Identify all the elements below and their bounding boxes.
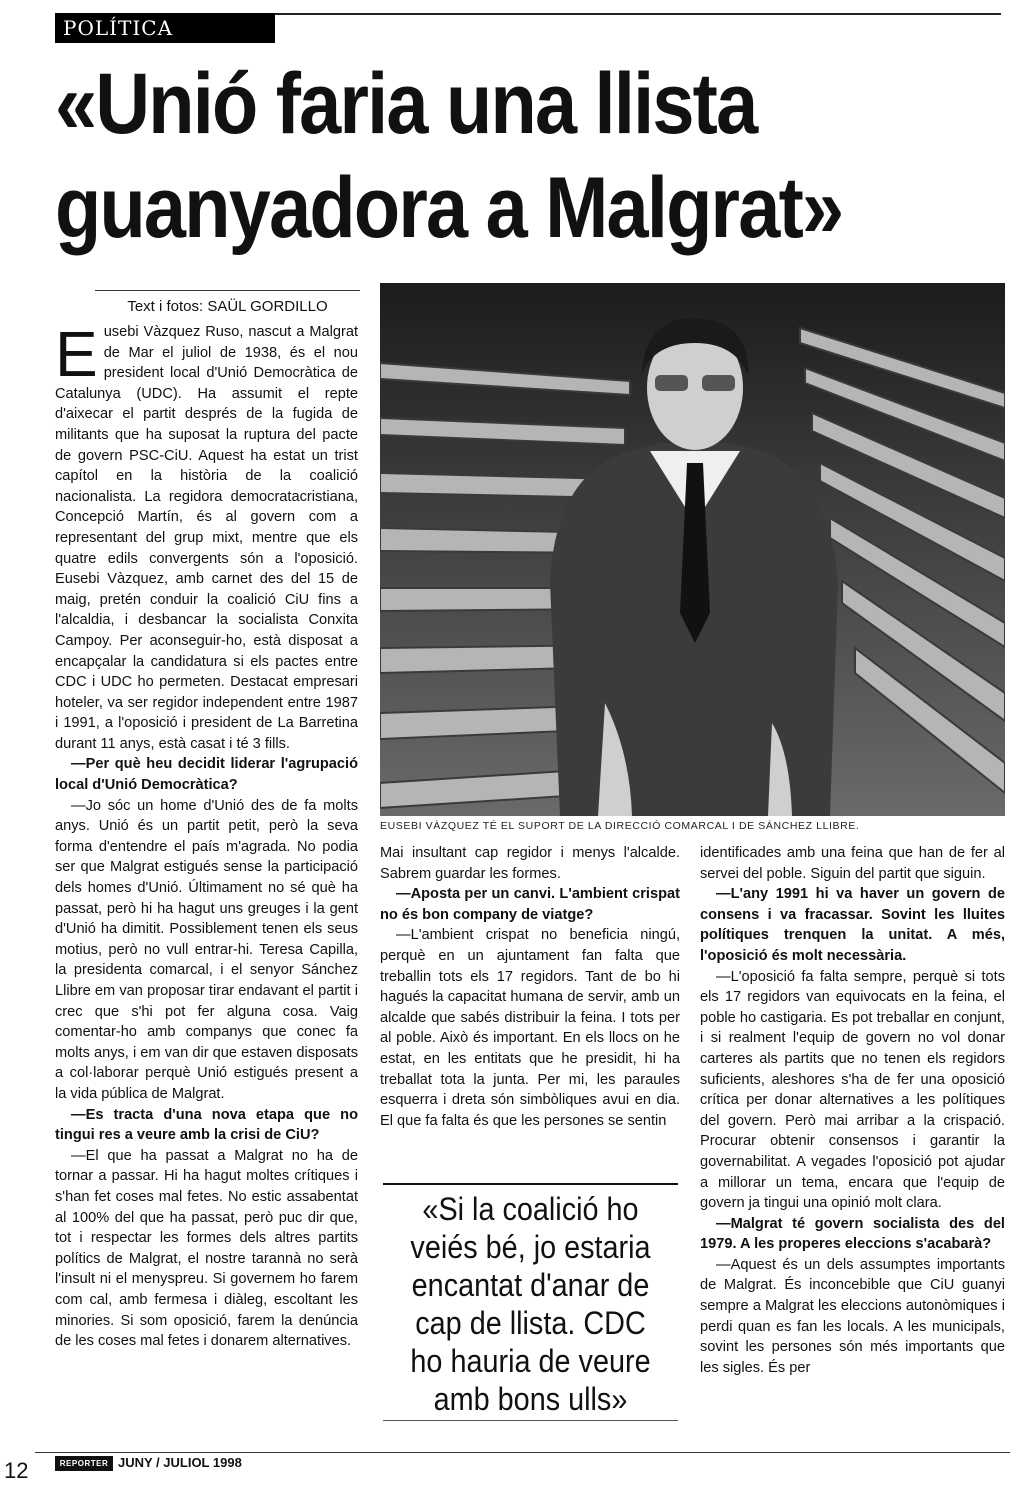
- interview-answer: —Jo sóc un home d'Unió des de fa molts anys. Unió és un partit petit, però la seva forma d'entendre el país m'agrada. No podia ser que Malgrat estigués sense la participació dels homes d'Unió. Últimament no sé què ha passat, però hi ha hagut uns greuges i la gent d'Unió ha dimitit. Possiblement tenen els seus motius, però no vull entrar-hi. Teresa Capilla, la presidenta comarcal, i el senyor Sánchez Llibre em van proposar tirar endavant el partit i crec que s'hi pot fer alguna cosa. Vaig comentar-ho amb companys que conec fa molts anys, i em van dir que estaven disposats a col·laborar perquè Unió estigués present a la vida pública de Malgrat.: [55, 797, 358, 1102]
- magazine-logo: REPORTER: [55, 1456, 113, 1471]
- headline: [55, 52, 891, 260]
- portrait-photo: [380, 283, 1005, 816]
- article-column-2: [380, 843, 680, 1131]
- interview-answer: —Aquest és un dels assumptes importants de Malgrat. És inconcebible que CiU guanyi sempre a Malgrat les eleccions autonòmiques i perdi quan es fan les locals. A les municipals, sovint les persones són més importants que les sigles. És per: [700, 1256, 1005, 1376]
- interview-question: —Aposta per un canvi. L'ambient crispat no és bon company de viatge?: [380, 886, 680, 923]
- interview-question: —Per què heu decidit liderar l'agrupació local d'Unió Democràtica?: [55, 756, 358, 794]
- headline-line-2: guanyadora a Malgrat»: [55, 160, 843, 256]
- interview-answer: —L'oposició fa falta sempre, perquè si tots els 17 regidors van equivocats en la feina, el poble ho castigaria. Es pot treballar en conjunt, i si realment l'equip de govern no vol donar carteres als partits que no tenen els regidors suficients, aleshores s'ha de fer una oposició crítica per donar alternatives a les polítiques del govern. Però mai arribar a la crispació. Procurar obtenir consensos i garantir la governabilitat. A vegades l'oposició pot ajudar a millorar un tema, encara que l'equip de govern ja tingui una opinió molt clara.: [700, 968, 1005, 1212]
- article-column-3: [700, 843, 1005, 1378]
- article-column-1: [55, 318, 358, 1352]
- byline-rule: [95, 290, 360, 291]
- headline-line-1: «Unió faria una llista: [55, 56, 757, 152]
- pullquote-bottom-rule: [383, 1420, 678, 1421]
- intro-text: usebi Vàzquez Ruso, nascut a Malgrat de Mar el juliol de 1938, és el nou president local d'Unió Democràtica de Catalunya (UDC). Ha assumit el repte d'aixecar el partit després de la fugida de militants que ha suposat la ruptura del pacte de govern PSC-CiU. Aquest ha estat un trist capítol en la història de la coalició nacionalista. La regidora democratacristiana, Concepció Martín, és al govern com a representant del grup mixt, mentre que els quatre edils convergents són a l'oposició. Eusebi Vàzquez, amb carnet des del 15 de maig, pretén conduir la coalició CiU fins a l'alcaldia, i desbancar la socialista Conxita Campoy. Per aconseguir-ho, està disposat a encapçalar la candidatura si els pactes entre CDC i UDC ho permeten. Destacat empresari hoteler, va ser regidor independent entre 1987 i 1991, a l'oposició i president de La Barretina durant 11 anys, està casat i té 3 fills.: [55, 324, 358, 752]
- issue-date: JUNY / JULIOL 1998: [118, 1455, 242, 1470]
- interview-answer: —El que ha passat a Malgrat no ha de tornar a passar. Hi ha hagut moltes crítiques i s'han fet coses mal fetes. No estic assabentat al 100% del que ha passat, però puc dir que, tot i respectar les formes dels altres partits polítics de Malgrat, el nostre tarannà no serà l'insult ni el menyspreu. Si governem ho farem com cal, amb fermesa i diàleg, escoltant les minories. Si som oposició, farem la denúncia de les coses mal fetes i donarem alternatives.: [55, 1147, 358, 1350]
- pullquote-top-rule: [383, 1183, 678, 1185]
- pullquote: «Si la coalició ho veiés bé, jo estaria encantat d'anar de cap de llista. CDC ho hauria de veure amb bons ulls»: [410, 1191, 651, 1417]
- interview-question: —L'any 1991 hi va haver un govern de consens i va fracassar. Sovint les lluites polítiques trenquen la unitat. A més, l'oposició és molt necessària.: [700, 886, 1005, 964]
- photo-caption: EUSEBI VÀZQUEZ TÉ EL SUPORT DE LA DIRECCIÓ COMARCAL I DE SÁNCHEZ LLIBRE.: [380, 820, 860, 832]
- drop-cap: E: [55, 318, 98, 390]
- section-label: POLÍTICA: [55, 13, 275, 43]
- interview-question: —Es tracta d'una nova etapa que no tingui res a veure amb la crisi de CiU?: [55, 1106, 358, 1144]
- continued-text: identificades amb una feina que han de fer al servei del poble. Siguin del partit que siguin.: [700, 845, 1005, 882]
- intro-paragraph: [55, 318, 358, 754]
- byline: Text i fotos: SAÜL GORDILLO: [127, 298, 328, 315]
- footer-rule: [35, 1452, 1010, 1453]
- interview-answer: —L'ambient crispat no beneficia ningú, perquè en un ajuntament fan falta que treballin tots els 17 regidors. Tant de bo hi hagués la capacitat humana de servir, amb un alcalde que sabés distribuir la feina. I tots per al poble. Això és important. En els llocs on he estat, en les entitats que he presidit, hi ha treballat tota la junta. Per mi, les paraules esquerra i dreta són simbòliques avui en dia. El que fa falta és que les persones se sentin: [380, 927, 680, 1129]
- interview-question: —Malgrat té govern socialista des del 1979. A les properes eleccions s'acabarà?: [700, 1215, 1005, 1253]
- continued-text: Mai insultant cap regidor i menys l'alcalde. Sabrem guardar les formes.: [380, 845, 680, 882]
- photo-illustration: [380, 283, 1005, 816]
- page-number: 12: [4, 1458, 29, 1483]
